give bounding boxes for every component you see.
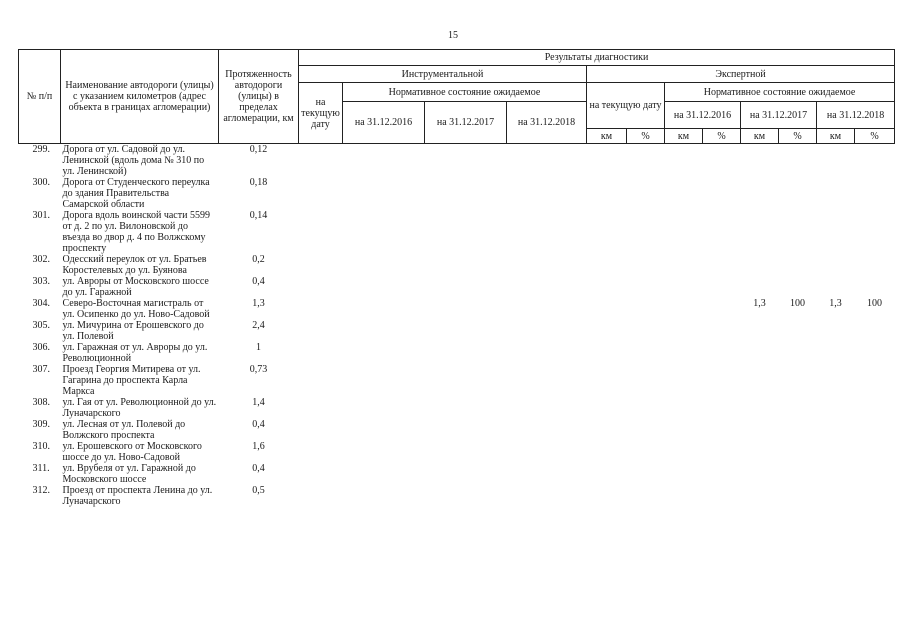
table-row <box>19 254 895 276</box>
road-name: ул. Ерошевского от Московского шоссе до ул. Ново-Садовой <box>62 441 202 463</box>
row-number: 311. <box>32 463 50 474</box>
header-instr-2018: на 31.12.2018 <box>507 102 587 144</box>
row-number: 310. <box>32 441 50 452</box>
table-body <box>19 144 895 508</box>
table-row <box>19 397 895 419</box>
expert-2017-km <box>741 463 779 485</box>
expert-2018-km <box>817 144 855 178</box>
expert-2018-pct <box>855 254 895 276</box>
expert-2018-km: 1,3 <box>829 298 842 309</box>
expert-2018-pct <box>855 177 895 210</box>
row-number: 303. <box>32 276 50 287</box>
expert-2018-pct <box>855 320 895 342</box>
road-length: 0,4 <box>252 419 265 430</box>
expert-2018-pct <box>855 485 895 507</box>
expert-2017-pct <box>779 320 817 342</box>
header-num: № п/п <box>19 50 61 144</box>
expert-2017-km <box>741 276 779 298</box>
expert-2017-km: 1,3 <box>753 298 766 309</box>
expert-2018-pct: 100 <box>867 298 883 309</box>
road-name: Проезд Георгия Митирева от ул. Гагарина до проспекта Карла Маркса <box>62 364 201 397</box>
expert-2018-pct <box>855 441 895 463</box>
header-instrumental: Инструментальной <box>299 66 587 83</box>
expert-2018-km <box>817 210 855 254</box>
road-length: 0,18 <box>249 177 268 188</box>
road-name: ул. Мичурина от Ерошевского до ул. Полевой <box>62 320 204 342</box>
road-length: 0,5 <box>252 485 265 496</box>
expert-2018-km <box>817 441 855 463</box>
road-name: ул. Гаражная от ул. Авроры до ул. Революционной <box>62 342 208 364</box>
table-row <box>19 144 895 178</box>
road-length: 2,4 <box>252 320 265 331</box>
road-length: 1,4 <box>252 397 265 408</box>
page-number: 15 <box>448 30 458 41</box>
header-expert-expected: Нормативное состояние ожидаемое <box>665 83 895 102</box>
header-expert-current-date: на текущую дату <box>587 83 665 129</box>
header-expert-2018: на 31.12.2018 <box>817 102 895 129</box>
table-row <box>19 485 895 507</box>
row-number: 299. <box>32 144 50 155</box>
table-row <box>19 364 895 397</box>
header-unit-km: км <box>665 129 703 144</box>
table-row <box>19 298 895 320</box>
expert-2018-km <box>817 397 855 419</box>
expert-2018-km <box>817 485 855 507</box>
expert-2017-pct <box>779 419 817 441</box>
road-name: Дорога от ул. Садовой до ул. Ленинской (вдоль дома № 310 по ул. Ленинской) <box>62 144 205 177</box>
expert-2018-pct <box>855 463 895 485</box>
road-length: 0,4 <box>252 276 265 287</box>
road-length: 1,3 <box>252 298 265 309</box>
header-expert: Экспертной <box>587 66 895 83</box>
expert-2017-km <box>741 177 779 210</box>
expert-2017-pct <box>779 276 817 298</box>
expert-2018-km <box>817 364 855 397</box>
road-name: ул. Врубеля от ул. Гаражной до Московского шоссе <box>62 463 196 485</box>
expert-2017-km <box>741 397 779 419</box>
table-row <box>19 463 895 485</box>
road-name: ул. Авроры от Московского шоссе до ул. Гаражной <box>62 276 209 298</box>
header-unit-pct: % <box>627 129 665 144</box>
expert-2017-pct <box>779 144 817 178</box>
header-unit-pct: % <box>779 129 817 144</box>
header-unit-km: км <box>817 129 855 144</box>
expert-2017-pct <box>779 485 817 507</box>
road-length: 1,6 <box>252 441 265 452</box>
expert-2018-pct <box>855 342 895 364</box>
table-row <box>19 419 895 441</box>
row-number: 308. <box>32 397 50 408</box>
expert-2018-km <box>817 177 855 210</box>
expert-2018-km <box>817 276 855 298</box>
row-number: 306. <box>32 342 50 353</box>
header-results: Результаты диагностики <box>299 50 895 66</box>
expert-2017-km <box>741 364 779 397</box>
expert-2018-pct <box>855 144 895 178</box>
road-length: 0,12 <box>249 144 268 155</box>
road-length: 1 <box>256 342 261 353</box>
header-instr-2016: на 31.12.2016 <box>343 102 425 144</box>
expert-2018-km <box>817 320 855 342</box>
table-row <box>19 210 895 254</box>
road-length: 0,73 <box>249 364 268 375</box>
table-row <box>19 441 895 463</box>
road-name: ул. Гая от ул. Революционной до ул. Луначарского <box>62 397 217 419</box>
row-number: 309. <box>32 419 50 430</box>
expert-2017-pct <box>779 254 817 276</box>
row-number: 305. <box>32 320 50 331</box>
table-row <box>19 276 895 298</box>
road-name: ул. Лесная от ул. Полевой до Волжского проспекта <box>62 419 186 441</box>
row-number: 302. <box>32 254 50 265</box>
road-length: 0,4 <box>252 463 265 474</box>
expert-2017-km <box>741 342 779 364</box>
header-unit-km: км <box>741 129 779 144</box>
expert-2017-pct <box>779 397 817 419</box>
diagnostics-table <box>18 49 895 507</box>
expert-2017-pct <box>779 177 817 210</box>
expert-2018-km <box>817 254 855 276</box>
expert-2017-km <box>741 419 779 441</box>
table-row <box>19 177 895 210</box>
row-number: 312. <box>32 485 50 496</box>
row-number: 301. <box>32 210 50 221</box>
header-instr-expected: Нормативное состояние ожидаемое <box>343 83 587 102</box>
road-name: Дорога от Студенческого переулка до здания Правительства Самарской области <box>62 177 210 210</box>
road-length: 0,14 <box>249 210 268 221</box>
header-road-name: Наименование автодороги (улицы) с указанием километров (адрес объекта в границах агломерации) <box>61 50 219 144</box>
expert-2017-km <box>741 441 779 463</box>
road-name: Дорога вдоль воинской части 5599 от д. 2 по ул. Вилоновской до въезда во двор д. 4 по Волжскому проспекту <box>62 210 210 254</box>
header-expert-2016: на 31.12.2016 <box>665 102 741 129</box>
expert-2018-km <box>817 419 855 441</box>
expert-2017-km <box>741 254 779 276</box>
expert-2017-pct <box>779 210 817 254</box>
table-header <box>19 50 895 144</box>
header-unit-km: км <box>587 129 627 144</box>
header-instr-current-date: на текущую дату <box>299 83 343 144</box>
header-instr-2017: на 31.12.2017 <box>425 102 507 144</box>
header-expert-2017: на 31.12.2017 <box>741 102 817 129</box>
table-row <box>19 342 895 364</box>
expert-2018-pct <box>855 397 895 419</box>
expert-2017-pct <box>779 364 817 397</box>
expert-2017-km <box>741 485 779 507</box>
expert-2017-km <box>741 144 779 178</box>
header-unit-pct: % <box>855 129 895 144</box>
expert-2018-pct <box>855 210 895 254</box>
expert-2017-pct <box>779 463 817 485</box>
road-name: Проезд от проспекта Ленина до ул. Луначарского <box>62 485 213 507</box>
expert-2018-pct <box>855 276 895 298</box>
expert-2018-km <box>817 342 855 364</box>
row-number: 300. <box>32 177 50 188</box>
header-unit-pct: % <box>703 129 741 144</box>
expert-2017-pct: 100 <box>790 298 805 309</box>
table-row <box>19 320 895 342</box>
road-name: Одесский переулок от ул. Братьев Коростелевых до ул. Буянова <box>62 254 207 276</box>
expert-2018-pct <box>855 364 895 397</box>
road-name: Северо-Восточная магистраль от ул. Осипенко до ул. Ново-Садовой <box>62 298 210 320</box>
row-number: 307. <box>32 364 50 375</box>
expert-2017-pct <box>779 441 817 463</box>
header-length: Протяженность автодороги (улицы) в пределах агломерации, км <box>219 50 299 144</box>
road-length: 0,2 <box>252 254 265 265</box>
expert-2017-km <box>741 320 779 342</box>
expert-2018-km <box>817 463 855 485</box>
expert-2017-km <box>741 210 779 254</box>
expert-2018-pct <box>855 419 895 441</box>
expert-2017-pct <box>779 342 817 364</box>
row-number: 304. <box>32 298 50 309</box>
